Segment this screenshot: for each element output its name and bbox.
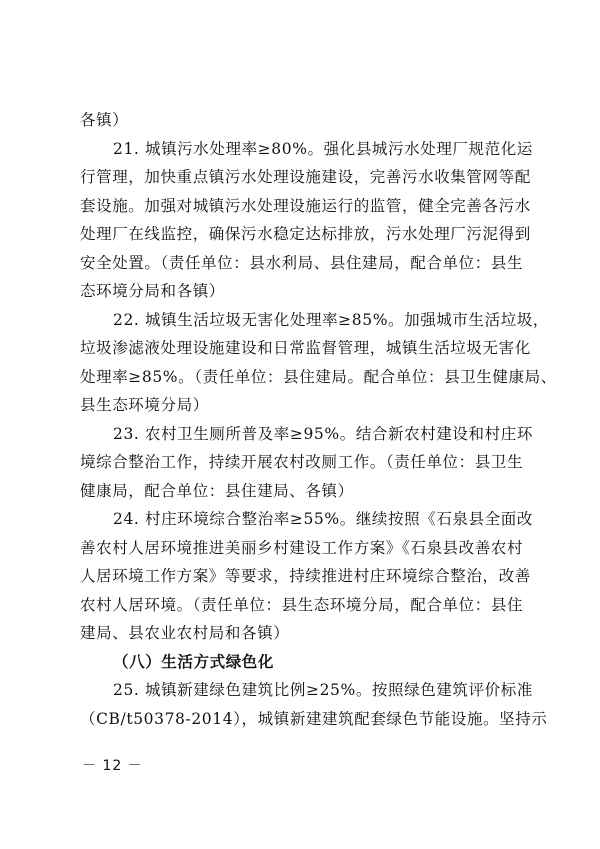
text-line: 处理率≥85%。（责任单位：县住建局。配合单位：县卫生健康局、 — [80, 367, 557, 386]
text-line: 农村人居环境。（责任单位：县生态环境分局，配合单位：县住 — [80, 595, 524, 614]
text-line: 各镇） — [80, 111, 129, 129]
text-line: 态环境分局和各镇） — [80, 282, 225, 300]
text-line: （CB/t50378-2014），城镇新建建筑配套绿色节能设施。坚持示 — [80, 709, 548, 728]
page-number: － 12 － — [82, 758, 143, 774]
text-line: 境综合整治工作，持续开展农村改厕工作。（责任单位：县卫生 — [80, 453, 524, 471]
text-line: 25. 城镇新建绿色建筑比例≥25%。按照绿色建筑评价标准 — [113, 681, 533, 699]
text-line: 健康局，配合单位：县住建局、各镇） — [80, 481, 354, 500]
text-line: 行管理，加快重点镇污水处理设施建设，完善污水收集管网等配 — [80, 168, 531, 186]
text-line: 24. 村庄环境综合整治率≥55%。继续按照《石泉县全面改 — [113, 510, 533, 528]
text-line: 22. 城镇生活垃圾无害化处理率≥85%。加强城市生活垃圾， — [113, 310, 550, 329]
text-line: 套设施。加强对城镇污水处理设施运行的监管，健全完善各污水 — [80, 196, 531, 215]
text-line: 人居环境工作方案》等要求，持续推进村庄环境综合整治，改善 — [80, 567, 531, 585]
text-line: 处理厂在线监控，确保污水稳定达标排放，污水处理厂污泥得到 — [80, 225, 531, 243]
text-line: 垃圾渗滤液处理设施建设和日常监督管理，城镇生活垃圾无害化 — [80, 339, 531, 357]
section-heading: （八）生活方式绿色化 — [113, 651, 275, 671]
text-line: 县生态环境分局） — [80, 396, 209, 414]
text-line: 善农村人居环境推进美丽乡村建设工作方案》《石泉县改善农村 — [80, 538, 524, 557]
text-line: 安全处置。（责任单位：县水利局、县住建局，配合单位：县生 — [80, 253, 524, 272]
text-line: 建局、县农业农村局和各镇） — [80, 624, 290, 642]
text-line: 23. 农村卫生厕所普及率≥95%。结合新农村建设和村庄环 — [113, 424, 533, 443]
text-line: 21. 城镇污水处理率≥80%。强化县城污水处理厂规范化运 — [113, 139, 533, 158]
